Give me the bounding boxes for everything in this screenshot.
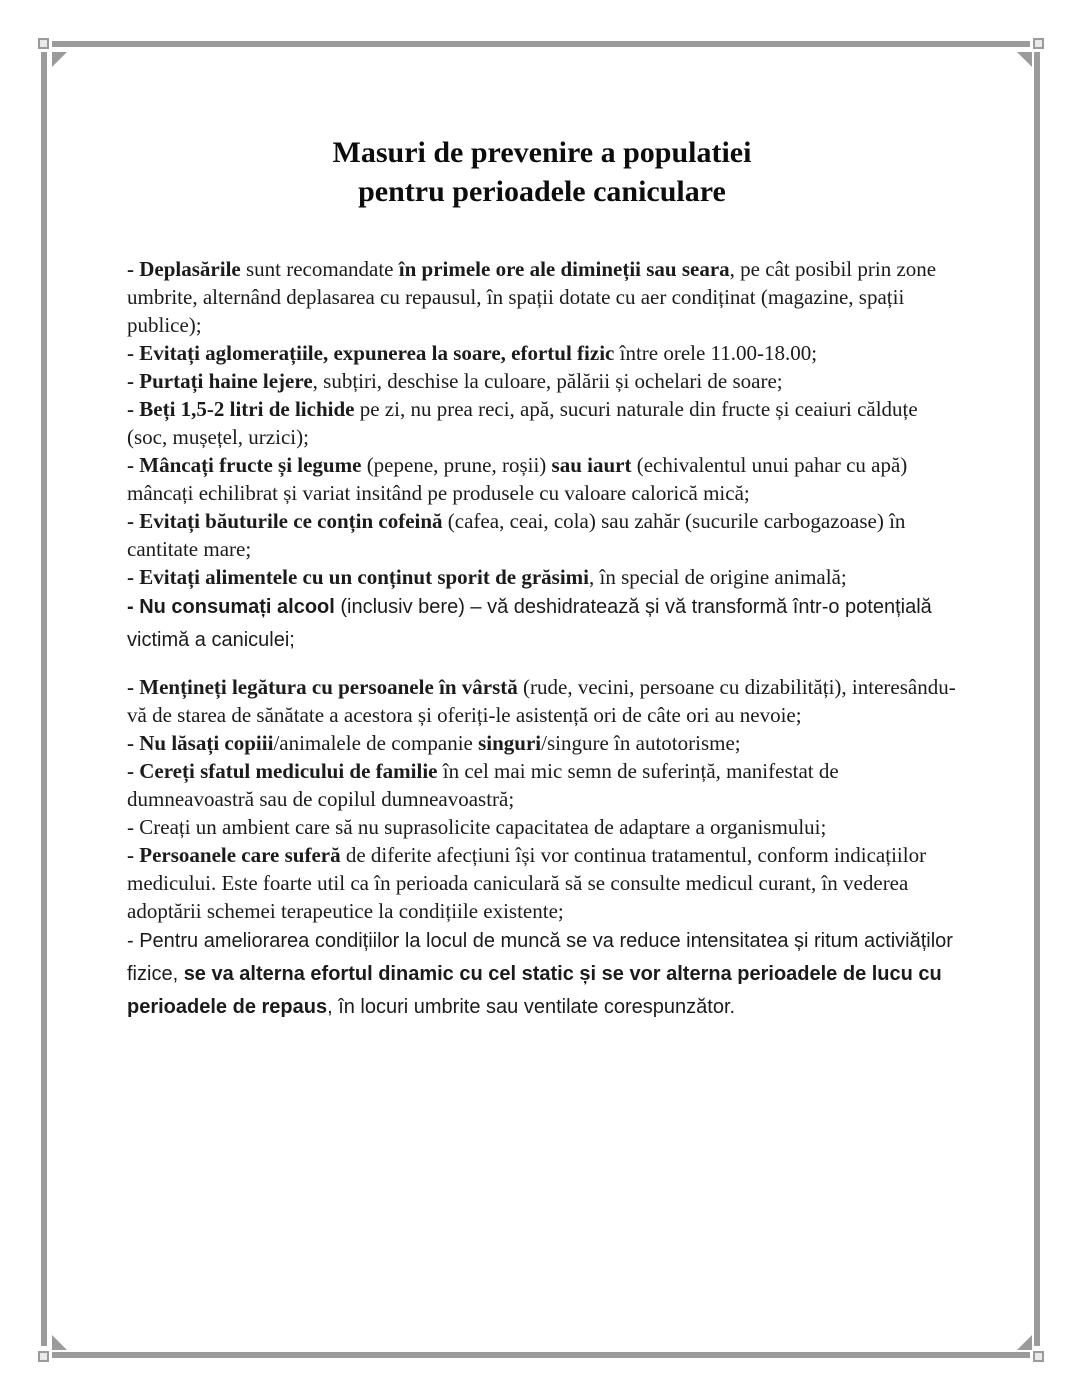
bold-text-run: - Evitați alimentele cu un conținut sporit de grăsimi bbox=[127, 565, 589, 589]
paragraph bbox=[127, 673, 957, 729]
bold-text-run: - Persoanele care suferă bbox=[127, 843, 341, 867]
page-title bbox=[127, 133, 957, 211]
corner-triangle-bottom-right-icon bbox=[1017, 1335, 1032, 1350]
bold-text-run: - Beți 1,5-2 litri de lichide bbox=[127, 397, 355, 421]
page-border-bottom bbox=[52, 1352, 1030, 1358]
bold-text-run: - Deplasările bbox=[127, 257, 241, 281]
corner-square-top-left-icon bbox=[38, 38, 49, 49]
text-run: pe zi, nu prea reci, apă, sucuri naturale din fructe și ceaiuri călduțe (soc, mușețel, urzici); bbox=[127, 397, 918, 449]
corner-square-bottom-left-icon bbox=[38, 1351, 49, 1362]
paragraph bbox=[127, 591, 957, 657]
paragraph bbox=[127, 451, 957, 507]
corner-triangle-top-left-icon bbox=[52, 52, 67, 67]
bold-text-run: - Evitați aglomerațiile, expunerea la soare, efortul fizic bbox=[127, 341, 615, 365]
paragraph bbox=[127, 841, 957, 925]
bold-text-run: - Mâncați fructe și legume bbox=[127, 453, 362, 477]
page-title-line-1: Masuri de prevenire a populatiei bbox=[332, 136, 752, 169]
text-run: sunt recomandate bbox=[240, 257, 399, 281]
text-run: , în special de origine animală; bbox=[588, 565, 847, 589]
text-run: (inclusiv bere) – vă deshidratează și vă transformă într-o potențială victimă a caniculei; bbox=[127, 596, 932, 651]
paragraph bbox=[127, 757, 957, 813]
text-run: /singure în autotorisme; bbox=[541, 731, 741, 755]
text-run: , în locuri umbrite sau ventilate corespunzător. bbox=[327, 996, 736, 1018]
document-content bbox=[127, 0, 957, 1024]
bold-text-run: - Cereți sfatul medicului de familie bbox=[127, 759, 438, 783]
paragraph bbox=[127, 813, 957, 841]
paragraph bbox=[127, 395, 957, 451]
page-border-right bbox=[1034, 52, 1040, 1346]
text-run: - Creați un ambient care să nu suprasolicite capacitatea de adaptare a organismului; bbox=[127, 815, 827, 839]
text-run: de diferite afecțiuni își vor continua tratamentul, conform indicațiilor medicului. Este foarte util ca în perioada caniculară să se consulte medicul curant, în vederea adoptării schemei terapeutice la condițiile existente; bbox=[127, 843, 927, 923]
bold-text-run: - Mențineți legătura cu persoanele în vârstă bbox=[127, 675, 518, 699]
text-run: (rude, vecini, persoane cu dizabilități), interesându-vă de starea de sănătate a acestora și oferiți-le asistență ori de câte ori au nevoie; bbox=[127, 675, 956, 727]
bold-text-run: se va alterna efortul dinamic cu cel static și se vor alterna perioadele de lucu cu perioadele de repaus bbox=[127, 963, 942, 1018]
paragraph bbox=[127, 367, 957, 395]
corner-triangle-top-right-icon bbox=[1017, 52, 1032, 67]
text-run: , subțiri, deschise la culoare, pălării și ochelari de soare; bbox=[312, 369, 783, 393]
bold-text-run: - Evitați băuturile ce conțin cofeină bbox=[127, 509, 443, 533]
paragraph bbox=[127, 563, 957, 591]
paragraph bbox=[127, 729, 957, 757]
text-run: între orele 11.00-18.00; bbox=[614, 341, 818, 365]
page-border-left bbox=[41, 52, 47, 1346]
paragraph bbox=[127, 255, 957, 339]
paragraph bbox=[127, 507, 957, 563]
bold-text-run: - Purtați haine lejere bbox=[127, 369, 313, 393]
page-title-line-2: pentru perioadele caniculare bbox=[358, 175, 726, 208]
text-run: - Pentru ameliorarea condițiilor la locul de muncă se va reduce intensitatea și ritum activiăților fizice, bbox=[127, 930, 953, 985]
text-run: în cel mai mic semn de suferință, manifestat de dumneavoastră sau de copilul dumneavoastră; bbox=[127, 759, 839, 811]
paragraph bbox=[127, 339, 957, 367]
corner-square-top-right-icon bbox=[1033, 38, 1044, 49]
corner-square-bottom-right-icon bbox=[1033, 1351, 1044, 1362]
text-run: (pepene, prune, roșii) bbox=[361, 453, 552, 477]
bold-text-run: sau iaurt bbox=[551, 453, 632, 477]
text-run: /animalele de companie bbox=[273, 731, 479, 755]
text-run: , pe cât posibil prin zone umbrite, alternând deplasarea cu repausul, în spații dotate cu aer condiținat (magazine, spații publice); bbox=[127, 257, 937, 337]
paragraph bbox=[127, 925, 957, 1024]
bold-text-run: - Nu lăsați copiii bbox=[127, 731, 274, 755]
text-run: (echivalentul unui pahar cu apă) mâncați echilibrat și variat insitând pe produsele cu valoare calorică mică; bbox=[127, 453, 908, 505]
corner-triangle-bottom-left-icon bbox=[52, 1335, 67, 1350]
bold-text-run: singuri bbox=[478, 731, 542, 755]
bold-text-run: în primele ore ale dimineții sau seara bbox=[398, 257, 730, 281]
text-run: (cafea, ceai, cola) sau zahăr (sucurile carbogazoase) în cantitate mare; bbox=[127, 509, 906, 561]
bold-text-run: - Nu consumați alcool bbox=[127, 596, 335, 618]
paragraph-list bbox=[127, 255, 957, 1024]
